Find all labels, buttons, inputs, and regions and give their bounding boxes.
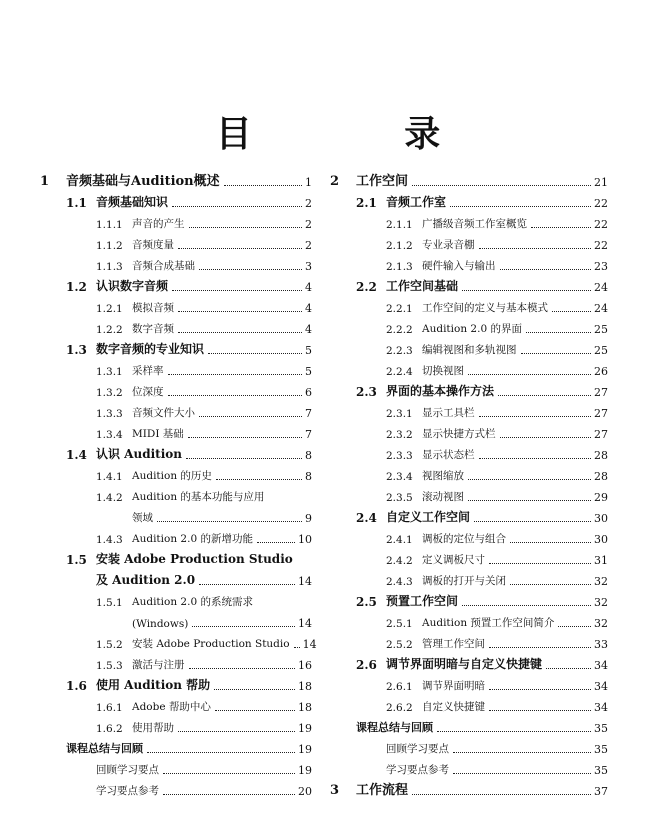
toc-entry-page-number: 21 bbox=[594, 176, 608, 189]
leader-dots bbox=[294, 647, 300, 648]
toc-entry[interactable] bbox=[40, 294, 312, 315]
toc-entry-title: 调节界面明暗与自定义快捷键 bbox=[386, 657, 543, 671]
toc-entry[interactable] bbox=[40, 420, 312, 441]
toc-entry-title: 数字音频 bbox=[132, 323, 174, 335]
toc-entry[interactable] bbox=[330, 672, 608, 693]
toc-entry-page-number: 29 bbox=[594, 491, 608, 504]
leader-dots bbox=[500, 437, 592, 438]
toc-entry-page-number: 4 bbox=[305, 281, 312, 294]
toc-entry-title: 数字音频的专业知识 bbox=[96, 342, 205, 356]
toc-entry-number: 1.1 bbox=[66, 196, 87, 210]
toc-entry-title: 位深度 bbox=[132, 386, 164, 398]
toc-entry-page-number: 3 bbox=[305, 260, 312, 273]
toc-entry-title: 学习要点参考 bbox=[386, 764, 449, 776]
toc-entry-title: 调板的定位与组合 bbox=[422, 533, 506, 545]
toc-entry-number: 2.5.1 bbox=[386, 618, 413, 630]
toc-entry-page-number: 7 bbox=[305, 407, 312, 420]
toc-entry-number: 2.2.3 bbox=[386, 345, 413, 357]
toc-entry-title: 认识 Audition bbox=[96, 447, 182, 461]
toc-entry-number: 2.6.1 bbox=[386, 681, 413, 693]
toc-entry-page-number: 4 bbox=[305, 323, 312, 336]
toc-column-right bbox=[330, 168, 608, 798]
toc-entry[interactable] bbox=[330, 210, 608, 231]
toc-entry[interactable] bbox=[40, 609, 312, 630]
toc-entry-page-number: 19 bbox=[298, 764, 312, 777]
toc-entry-number: 1.5.2 bbox=[96, 639, 123, 651]
toc-entry-number: 2.3.4 bbox=[386, 471, 413, 483]
toc-entry[interactable] bbox=[330, 252, 608, 273]
toc-entry[interactable] bbox=[40, 588, 312, 609]
toc-entry-number: 1.3.1 bbox=[96, 366, 123, 378]
toc-entry-title: 显示快捷方式栏 bbox=[422, 428, 496, 440]
leader-dots bbox=[178, 311, 302, 312]
toc-entry-title: (Windows) bbox=[132, 618, 189, 630]
leader-dots bbox=[498, 395, 591, 396]
leader-dots bbox=[168, 395, 303, 396]
toc-entry-number: 2.4.1 bbox=[386, 534, 413, 546]
toc-entry[interactable] bbox=[40, 231, 312, 252]
toc-entry[interactable] bbox=[40, 777, 312, 798]
toc-entry-number: 1.4.2 bbox=[96, 492, 123, 504]
toc-entry[interactable] bbox=[330, 630, 608, 651]
toc-entry-page-number: 34 bbox=[594, 680, 608, 693]
toc-entry[interactable] bbox=[330, 420, 608, 441]
toc-entry-number: 2.4.3 bbox=[386, 576, 413, 588]
toc-entry[interactable] bbox=[40, 168, 312, 189]
toc-entry[interactable] bbox=[40, 252, 312, 273]
leader-dots bbox=[412, 794, 591, 795]
toc-entry-page-number: 14 bbox=[298, 617, 312, 630]
toc-entry[interactable] bbox=[40, 672, 312, 693]
leader-dots bbox=[474, 521, 591, 522]
toc-entry-title: 定义调板尺寸 bbox=[422, 554, 485, 566]
toc-entry-title: 广播级音频工作室概览 bbox=[422, 218, 527, 230]
toc-entry-number: 2.2 bbox=[356, 280, 377, 294]
toc-entry-number: 2.4 bbox=[356, 511, 377, 525]
toc-entry-title: 音频基础知识 bbox=[96, 195, 169, 209]
toc-column-left bbox=[40, 168, 317, 798]
toc-entry[interactable] bbox=[40, 651, 312, 672]
toc-entry[interactable] bbox=[330, 315, 608, 336]
toc-entry-page-number: 6 bbox=[305, 386, 312, 399]
leader-dots bbox=[157, 521, 302, 522]
toc-entry-number: 1.1.3 bbox=[96, 261, 123, 273]
toc-entry[interactable] bbox=[40, 399, 312, 420]
leader-dots bbox=[489, 710, 591, 711]
toc-entry-title: 工作空间的定义与基本模式 bbox=[422, 302, 548, 314]
toc-entry-page-number: 28 bbox=[594, 470, 608, 483]
toc-entry-number: 1.6.2 bbox=[96, 723, 123, 735]
toc-entry-number: 1.5 bbox=[66, 553, 87, 567]
toc-entry[interactable] bbox=[40, 210, 312, 231]
toc-entry-number: 2.3.2 bbox=[386, 429, 413, 441]
toc-entry-number: 1.5.3 bbox=[96, 660, 123, 672]
toc-entry-title: 学习要点参考 bbox=[96, 785, 159, 797]
toc-entry-page-number: 32 bbox=[594, 575, 608, 588]
leader-dots bbox=[462, 605, 591, 606]
leader-dots bbox=[453, 773, 591, 774]
toc-entry-title: 音频基础与Audition概述 bbox=[66, 174, 220, 189]
toc-entry[interactable] bbox=[330, 357, 608, 378]
toc-entry[interactable] bbox=[330, 273, 608, 294]
toc-entry-title: 使用 Audition 帮助 bbox=[96, 678, 211, 692]
toc-entry[interactable] bbox=[330, 462, 608, 483]
toc-entry[interactable] bbox=[330, 756, 608, 777]
toc-entry-title: 工作空间 bbox=[356, 174, 409, 189]
leader-dots bbox=[479, 416, 592, 417]
toc-entry-number: 2.2.2 bbox=[386, 324, 413, 336]
toc-entry-page-number: 24 bbox=[594, 281, 608, 294]
toc-entry-number: 1.5.1 bbox=[96, 597, 123, 609]
toc-entry-number: 1.4.3 bbox=[96, 534, 123, 546]
toc-entry-number: 1.3.2 bbox=[96, 387, 123, 399]
toc-entry-page-number: 18 bbox=[298, 680, 312, 693]
toc-entry-title: 硬件输入与输出 bbox=[422, 260, 496, 272]
toc-entry-page-number: 32 bbox=[594, 596, 608, 609]
toc-entry[interactable] bbox=[330, 714, 608, 735]
toc-entry[interactable] bbox=[40, 714, 312, 735]
toc-entry[interactable] bbox=[330, 294, 608, 315]
toc-entry-title: 及 Audition 2.0 bbox=[96, 573, 196, 587]
toc-entry-number: 2.3.1 bbox=[386, 408, 413, 420]
toc-entry-number: 2.1.3 bbox=[386, 261, 413, 273]
toc-entry[interactable] bbox=[40, 378, 312, 399]
toc-entry[interactable] bbox=[40, 336, 312, 357]
toc-entry-number: 2.5.2 bbox=[386, 639, 413, 651]
leader-dots bbox=[216, 479, 302, 480]
toc-entry-page-number: 24 bbox=[594, 302, 608, 315]
toc-entry-number: 1.4 bbox=[66, 448, 87, 462]
toc-entry-number: 1.2 bbox=[66, 280, 87, 294]
toc-entry-title: 激活与注册 bbox=[132, 659, 185, 671]
toc-entry-title: 滚动视图 bbox=[422, 491, 464, 503]
leader-dots bbox=[172, 290, 302, 291]
toc-entry-page-number: 35 bbox=[594, 743, 608, 756]
toc-entry[interactable] bbox=[330, 441, 608, 462]
page-title: 目 录 bbox=[215, 114, 511, 155]
toc-entry-number: 2.6 bbox=[356, 658, 377, 672]
toc-entry-page-number: 2 bbox=[305, 239, 312, 252]
toc-entry[interactable] bbox=[330, 588, 608, 609]
leader-dots bbox=[168, 374, 303, 375]
toc-entry-number: 2.3 bbox=[356, 385, 377, 399]
leader-dots bbox=[186, 458, 302, 459]
toc-entry[interactable] bbox=[40, 735, 312, 756]
toc-entry[interactable] bbox=[330, 567, 608, 588]
toc-entry[interactable] bbox=[330, 483, 608, 504]
toc-entry-title: 自定义快捷键 bbox=[422, 701, 485, 713]
leader-dots bbox=[192, 626, 295, 627]
toc-entry-title: 音频文件大小 bbox=[132, 407, 195, 419]
toc-entry-page-number: 35 bbox=[594, 764, 608, 777]
leader-dots bbox=[163, 773, 295, 774]
toc-entry-number: 1.3.4 bbox=[96, 429, 123, 441]
toc-entry-page-number: 32 bbox=[594, 617, 608, 630]
toc-entry[interactable] bbox=[330, 609, 608, 630]
toc-entry-page-number: 2 bbox=[305, 197, 312, 210]
toc-entry-title: 调节界面明暗 bbox=[422, 680, 485, 692]
toc-entry[interactable] bbox=[330, 189, 608, 210]
toc-entry[interactable] bbox=[330, 336, 608, 357]
toc-entry-title: 回顾学习要点 bbox=[386, 743, 449, 755]
toc-entry-number: 2.6.2 bbox=[386, 702, 413, 714]
leader-dots bbox=[178, 731, 295, 732]
toc-entry-title: 专业录音棚 bbox=[422, 239, 475, 251]
toc-entry-page-number: 19 bbox=[298, 722, 312, 735]
leader-dots bbox=[531, 227, 591, 228]
toc-entry-page-number: 19 bbox=[298, 743, 312, 756]
leader-dots bbox=[189, 227, 303, 228]
leader-dots bbox=[479, 248, 592, 249]
toc-entry-title: Audition 2.0 的界面 bbox=[422, 323, 522, 335]
toc-entry-title: 编辑视图和多轨视图 bbox=[422, 344, 517, 356]
leader-dots bbox=[453, 752, 591, 753]
leader-dots bbox=[199, 416, 302, 417]
leader-dots bbox=[510, 584, 591, 585]
leader-dots bbox=[437, 731, 591, 732]
toc-entry-number: 2.4.2 bbox=[386, 555, 413, 567]
toc-entry-number: 2.1.2 bbox=[386, 240, 413, 252]
toc-entry[interactable] bbox=[330, 735, 608, 756]
leader-dots bbox=[412, 185, 591, 186]
toc-entry-title: Audition 的基本功能与应用 bbox=[132, 491, 265, 503]
toc-entry-title: 模拟音频 bbox=[132, 302, 174, 314]
toc-entry-page-number: 5 bbox=[305, 365, 312, 378]
toc-entry-page-number: 8 bbox=[305, 449, 312, 462]
toc-entry-title: 工作空间基础 bbox=[386, 279, 459, 293]
toc-entry-number: 1.4.1 bbox=[96, 471, 123, 483]
leader-dots bbox=[521, 353, 592, 354]
toc-entry-page-number: 22 bbox=[594, 197, 608, 210]
toc-entry-number: 2 bbox=[330, 174, 340, 189]
toc-entry-number: 1.2.1 bbox=[96, 303, 123, 315]
toc-entry[interactable] bbox=[330, 525, 608, 546]
toc-entry[interactable] bbox=[40, 525, 312, 546]
toc-entry-title: 显示状态栏 bbox=[422, 449, 475, 461]
toc-entry-page-number: 27 bbox=[594, 428, 608, 441]
toc-entry-title: 视图缩放 bbox=[422, 470, 464, 482]
toc-entry-number: 1.3.3 bbox=[96, 408, 123, 420]
leader-dots bbox=[468, 374, 591, 375]
toc-entry-title: 课程总结与回顾 bbox=[356, 721, 433, 734]
toc-entry-number: 1.3 bbox=[66, 343, 87, 357]
toc-entry-title: 回顾学习要点 bbox=[96, 764, 159, 776]
toc-entry[interactable] bbox=[40, 441, 312, 462]
leader-dots bbox=[489, 689, 591, 690]
toc-entry-number: 1.1.2 bbox=[96, 240, 123, 252]
leader-dots bbox=[163, 794, 295, 795]
toc-entry[interactable] bbox=[40, 693, 312, 714]
leader-dots bbox=[257, 542, 295, 543]
leader-dots bbox=[546, 668, 591, 669]
toc-entry-page-number: 14 bbox=[298, 575, 312, 588]
toc-entry-title: 预置工作空间 bbox=[386, 594, 459, 608]
toc-entry-page-number: 25 bbox=[594, 323, 608, 336]
toc-entry-title: 音频工作室 bbox=[386, 195, 447, 209]
toc-entry-number: 2.1 bbox=[356, 196, 377, 210]
toc-entry-page-number: 37 bbox=[594, 785, 608, 798]
toc-entry-title: 声音的产生 bbox=[132, 218, 185, 230]
leader-dots bbox=[199, 584, 295, 585]
leader-dots bbox=[214, 689, 295, 690]
leader-dots bbox=[489, 647, 591, 648]
toc-entry-page-number: 22 bbox=[594, 218, 608, 231]
toc-entry-page-number: 22 bbox=[594, 239, 608, 252]
leader-dots bbox=[526, 332, 591, 333]
toc-entry-title: 使用帮助 bbox=[132, 722, 174, 734]
toc-entry-title: 安装 Adobe Production Studio bbox=[132, 638, 290, 650]
leader-dots bbox=[479, 458, 592, 459]
toc-entry[interactable] bbox=[40, 462, 312, 483]
toc-entry-title: 切换视图 bbox=[422, 365, 464, 377]
toc-entry-title: 采样率 bbox=[132, 365, 164, 377]
toc-entry-number: 2.5 bbox=[356, 595, 377, 609]
leader-dots bbox=[500, 269, 592, 270]
leader-dots bbox=[510, 542, 591, 543]
toc-entry[interactable] bbox=[330, 651, 608, 672]
toc-entry[interactable] bbox=[330, 504, 608, 525]
toc-entry-title: 自定义工作空间 bbox=[386, 510, 471, 524]
toc-entry-title: 领域 bbox=[132, 512, 153, 524]
toc-entry[interactable] bbox=[40, 273, 312, 294]
leader-dots bbox=[208, 353, 302, 354]
toc-entry[interactable] bbox=[40, 483, 312, 504]
toc-entry-page-number: 9 bbox=[305, 512, 312, 525]
toc-entry-title: 音频度量 bbox=[132, 239, 174, 251]
toc-entry-title: 界面的基本操作方法 bbox=[386, 384, 495, 398]
toc-entry-title: 显示工具栏 bbox=[422, 407, 475, 419]
toc-entry[interactable] bbox=[40, 189, 312, 210]
leader-dots bbox=[489, 563, 591, 564]
toc-entry-page-number: 1 bbox=[305, 176, 312, 189]
toc-entry-page-number: 5 bbox=[305, 344, 312, 357]
toc-entry[interactable] bbox=[330, 546, 608, 567]
toc-entry-number: 2.3.5 bbox=[386, 492, 413, 504]
toc-entry[interactable] bbox=[330, 693, 608, 714]
toc-entry[interactable] bbox=[40, 504, 312, 525]
toc-entry-page-number: 27 bbox=[594, 386, 608, 399]
toc-entry-page-number: 35 bbox=[594, 722, 608, 735]
toc-entry-page-number: 30 bbox=[594, 533, 608, 546]
toc-entry-page-number: 34 bbox=[594, 659, 608, 672]
toc-entry-number: 3 bbox=[330, 783, 340, 798]
toc-entry-page-number: 8 bbox=[305, 470, 312, 483]
toc-entry-page-number: 28 bbox=[594, 449, 608, 462]
toc-entry-page-number: 14 bbox=[302, 638, 317, 651]
toc-entry-page-number: 7 bbox=[305, 428, 312, 441]
leader-dots bbox=[188, 437, 302, 438]
toc-entry-number: 1.6.1 bbox=[96, 702, 123, 714]
toc-entry-page-number: 4 bbox=[305, 302, 312, 315]
toc-entry-number: 1.6 bbox=[66, 679, 87, 693]
toc-entry-title: 课程总结与回顾 bbox=[66, 742, 143, 755]
toc-entry[interactable] bbox=[330, 399, 608, 420]
toc-entry[interactable] bbox=[40, 567, 312, 588]
toc-entry-number: 1.2.2 bbox=[96, 324, 123, 336]
toc-entry-page-number: 10 bbox=[298, 533, 312, 546]
toc-entry-page-number: 16 bbox=[298, 659, 312, 672]
toc-entry-number: 2.1.1 bbox=[386, 219, 413, 231]
leader-dots bbox=[199, 269, 302, 270]
toc-entry-title: Audition 预置工作空间简介 bbox=[422, 617, 555, 629]
toc-entry[interactable] bbox=[40, 357, 312, 378]
toc-entry-number: 2.2.1 bbox=[386, 303, 413, 315]
toc-entry[interactable] bbox=[330, 378, 608, 399]
leader-dots bbox=[172, 206, 302, 207]
toc-entry-title: Audition 2.0 的新增功能 bbox=[132, 533, 253, 545]
toc-entry[interactable] bbox=[330, 231, 608, 252]
leader-dots bbox=[450, 206, 591, 207]
toc-entry-page-number: 33 bbox=[594, 638, 608, 651]
toc-entry-number: 2.3.3 bbox=[386, 450, 413, 462]
toc-entry-title: 音频合成基础 bbox=[132, 260, 195, 272]
toc-entry-page-number: 26 bbox=[594, 365, 608, 378]
leader-dots bbox=[178, 248, 302, 249]
toc-entry[interactable] bbox=[330, 168, 608, 189]
toc-entry-number: 1.1.1 bbox=[96, 219, 123, 231]
toc-entry-title: MIDI 基础 bbox=[132, 428, 184, 440]
toc-entry[interactable] bbox=[40, 756, 312, 777]
toc-entry-page-number: 20 bbox=[298, 785, 312, 798]
toc-entry-page-number: 25 bbox=[594, 344, 608, 357]
toc-entry[interactable] bbox=[40, 315, 312, 336]
toc-entry-page-number: 31 bbox=[594, 554, 608, 567]
toc-entry[interactable] bbox=[40, 630, 317, 651]
leader-dots bbox=[215, 710, 295, 711]
toc-entry-page-number: 27 bbox=[594, 407, 608, 420]
toc-entry-page-number: 34 bbox=[594, 701, 608, 714]
leader-dots bbox=[558, 626, 591, 627]
leader-dots bbox=[468, 500, 591, 501]
toc-entry[interactable] bbox=[330, 777, 608, 798]
toc-entry-title: 认识数字音频 bbox=[96, 279, 169, 293]
toc-entry-number: 2.2.4 bbox=[386, 366, 413, 378]
toc-entry-title: 管理工作空间 bbox=[422, 638, 485, 650]
toc-entry-title: Audition 的历史 bbox=[132, 470, 212, 482]
toc-entry-title: 安装 Adobe Production Studio bbox=[96, 552, 293, 566]
leader-dots bbox=[224, 185, 302, 186]
toc-entry-page-number: 30 bbox=[594, 512, 608, 525]
toc-entry-title: Adobe 帮助中心 bbox=[132, 701, 211, 713]
leader-dots bbox=[468, 479, 591, 480]
toc-entry-title: 调板的打开与关闭 bbox=[422, 575, 506, 587]
leader-dots bbox=[462, 290, 591, 291]
leader-dots bbox=[189, 668, 296, 669]
toc-entry-number: 1 bbox=[40, 174, 50, 189]
toc-entry-page-number: 18 bbox=[298, 701, 312, 714]
leader-dots bbox=[552, 311, 591, 312]
toc-entry[interactable] bbox=[40, 546, 312, 567]
toc-entry-page-number: 2 bbox=[305, 218, 312, 231]
toc-entry-title: 工作流程 bbox=[356, 783, 409, 798]
toc-entry-page-number: 23 bbox=[594, 260, 608, 273]
leader-dots bbox=[147, 752, 295, 753]
toc-entry-title: Audition 2.0 的系统需求 bbox=[132, 596, 253, 608]
leader-dots bbox=[178, 332, 302, 333]
